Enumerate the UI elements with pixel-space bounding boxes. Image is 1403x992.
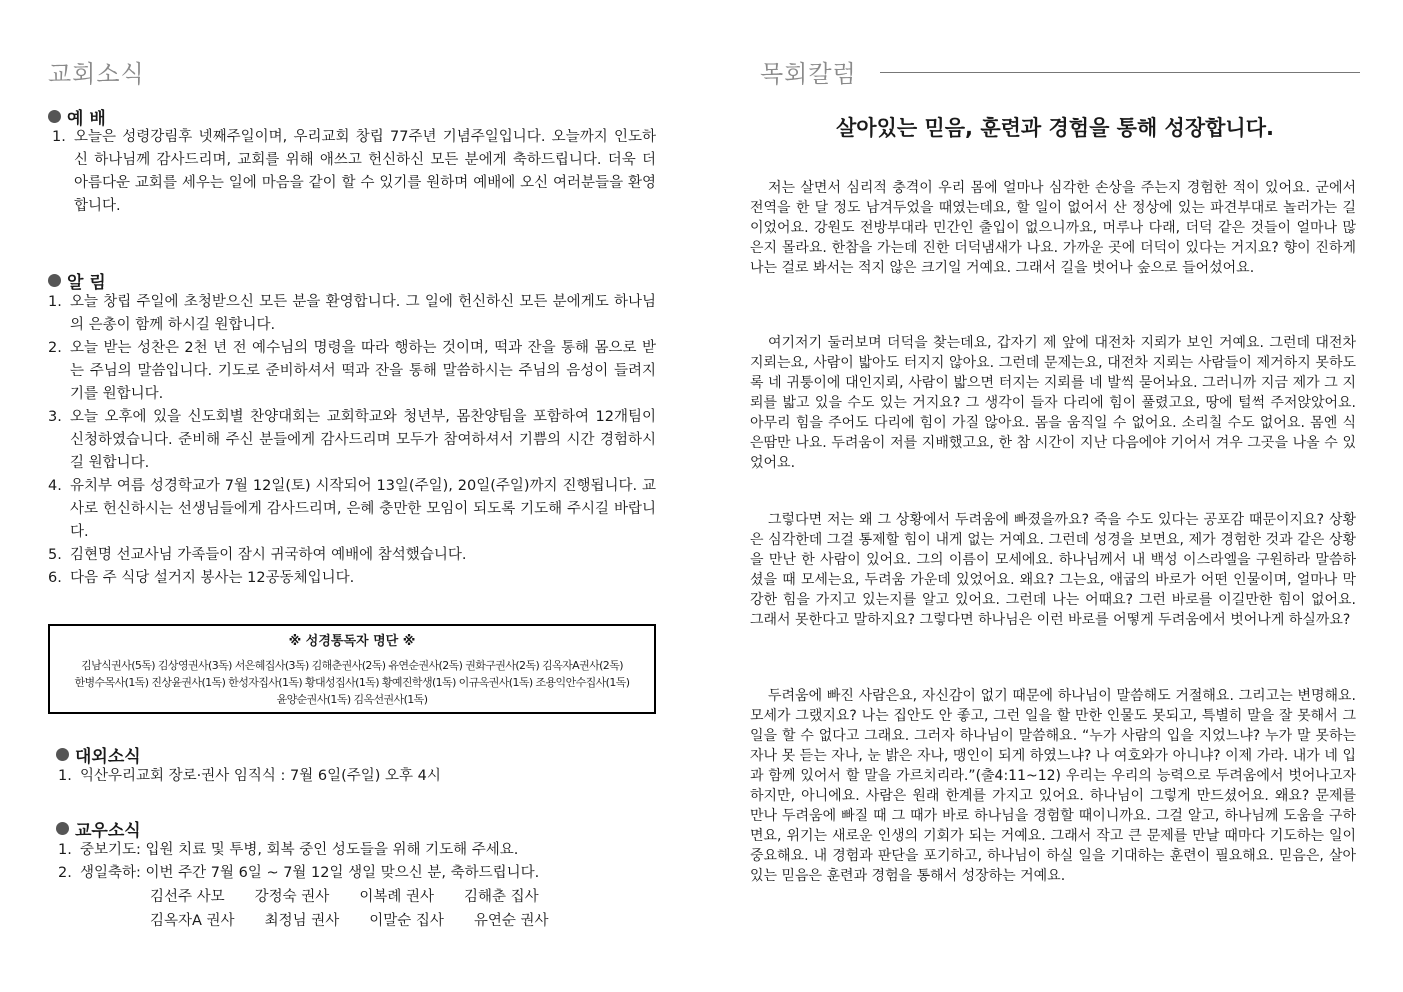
item-text: 오늘 창립 주일에 초청받으신 모든 분을 환영합니다. 그 일에 헌신하신 모든 분에게도 하나님의 은총이 함께 하시길 원합니다. — [70, 294, 656, 333]
item-text: 오늘은 성령강림후 넷째주일이며, 우리교회 창립 77주년 기념주일입니다. 오늘까지 인도하신 하나님께 감사드리며, 교회를 위해 애쓰고 헌신하신 모든 분에게 축하드립니다. 더욱 더 아름다운 교회를 세우는 일에 마음을 같이 할 수 있기를 원하며 예배에 오신 여러분들을 환영합니다. — [74, 129, 656, 214]
column-paragraph: 저는 살면서 심리적 충격이 우리 몸에 얼마나 심각한 손상을 주는지 경험한 적이 있어요. 군에서 전역을 한 달 정도 남겨두었을 때였는데요, 할 일이 없어서 산 정상에 있는 파견부대로 놀러가는 길이었어요. 강원도 전방부대라 민간인 출입이 없으니까요, 머루나 다래, 더덕 같은 것들이 얼마나 많은지 몰라요. 한참을 가는데 진한 더덕냄새가 나요. 가까운 곳에 더덕이 있다는 거지요? 향이 진하게 나는 걸로 봐서는 적지 않은 크기일 거예요. 그래서 길을 벗어나 숲으로 들어섰어요. — [750, 180, 1356, 276]
item-number: 2. — [48, 340, 62, 356]
list-item — [58, 839, 656, 862]
list-item — [48, 291, 656, 337]
item-number: 1. — [52, 129, 66, 145]
column-paragraph: 그렇다면 저는 왜 그 상황에서 두려움에 빠졌을까요? 죽을 수도 있다는 공포감 때문이지요? 상황은 심각한데 그걸 통제할 힘이 내게 없는 거예요. 그런데 성경을 보면요, 제가 경험한 것과 같은 상황을 만난 한 사람이 있어요. 그의 이름이 모세에요. 하나님께서 내 백성 이스라엘을 구원하라 말씀하셨을 때 모세는요, 두려움 가운데 있었어요. 왜요? 그는요, 애굽의 바로가 어떤 인물이며, 얼마나 막강한 힘을 가지고 있는지를 알고 있어요. 그런데 나는 어때요? 그런 바로를 이길만한 힘이 없어요. 그래서 못한다고 말하지요? 그렇다면 하나님은 이런 바로를 어떻게 두려움에서 벗어나게 하실까요? — [750, 512, 1356, 628]
birthday-row-1 — [150, 886, 569, 908]
birthday-name: 김해춘 집사 — [463, 889, 539, 905]
external-list — [58, 765, 656, 788]
notice-list — [48, 291, 656, 590]
item-number: 4. — [48, 478, 62, 494]
birthday-name: 이복례 권사 — [359, 889, 434, 905]
birthday-row-2 — [150, 910, 579, 932]
list-item — [58, 765, 656, 788]
member-heading — [56, 816, 141, 841]
birthday-name: 강정숙 권사 — [254, 889, 330, 905]
list-item — [58, 862, 656, 885]
column-paragraph: 여기저기 둘러보며 더덕을 찾는데요, 갑자기 제 앞에 대전차 지뢰가 보인 거예요. 그런데 대전차 지뢰는요, 사람이 밟아도 터지지 않아요. 그런데 문제는요, 대전차 지뢰는 사람들이 제거하지 못하도록 네 귀퉁이에 대인지뢰, 사람이 밟으면 터지는 지뢰를 네 발씩 묻어놔요. 그러니까 지금 제가 그 지뢰를 밟고 있을 수도 있는 거지요? 그 생각이 들자 다리에 힘이 풀렸고요, 땅에 털썩 주저앉았어요. 아무리 힘을 주어도 다리에 힘이 가질 않아요. 몸을 움직일 수 없어요. 소리칠 수도 없어요. 몸엔 식은땀만 나요. 두려움이 저를 지배했고요, 한 참 시간이 지난 다음에야 기어서 겨우 그곳을 나올 수 있었어요. — [750, 335, 1356, 471]
list-item — [48, 337, 656, 406]
bullet-icon — [48, 274, 61, 287]
item-text: 익산우리교회 장로·권사 임직식 : 7월 6일(주일) 오후 4시 — [80, 768, 441, 784]
bible-box-names — [50, 657, 654, 708]
birthday-name: 최정님 권사 — [264, 913, 340, 929]
external-heading-text: 대외소식 — [75, 747, 141, 767]
item-number: 5. — [48, 547, 62, 563]
pastor-column-title: 목회칼럼 — [760, 60, 857, 88]
church-news-title: 교회소식 — [48, 60, 145, 88]
bullet-icon — [48, 110, 61, 123]
item-text: 중보기도: 입원 치료 및 투병, 회복 중인 성도들을 위해 기도해 주세요. — [80, 842, 519, 858]
list-item — [48, 544, 656, 567]
notice-heading — [48, 268, 106, 293]
column-heading: 살아있는 믿음, 훈련과 경험을 통해 성장합니다. — [836, 116, 1274, 140]
title-rule — [880, 72, 1360, 73]
external-heading — [56, 742, 141, 767]
bullet-icon — [56, 822, 69, 835]
item-number: 3. — [48, 409, 62, 425]
bullet-icon — [56, 748, 69, 761]
bible-box-line: 윤양순권사(1독) 김옥선권사(1독) — [276, 693, 428, 706]
item-number: 1. — [58, 768, 72, 784]
item-number: 6. — [48, 570, 62, 586]
list-item — [52, 126, 656, 218]
item-text: 오늘 오후에 있을 신도회별 찬양대회는 교회학교와 청년부, 몸찬양팀을 포함하여 12개팀이 신청하였습니다. 준비해 주신 분들에게 감사드리며 모두가 참여하셔서 기쁨의 시간 경험하시길 원합니다. — [70, 409, 656, 471]
member-list — [58, 839, 656, 885]
list-item — [48, 567, 656, 590]
worship-list — [52, 126, 656, 218]
birthday-name: 김선주 사모 — [150, 889, 225, 905]
list-item — [48, 475, 656, 544]
bible-box-line: 김남식권사(5독) 김상영권사(3독) 서은혜집사(3독) 김해춘권사(2독) 유연순권사(2독) 권화구권사(2독) 김옥자A권사(2독) — [81, 659, 623, 672]
column-paragraph: 두려움에 빠진 사람은요, 자신감이 없기 때문에 하나님이 말씀해도 거절해요. 그리고는 변명해요. 모세가 그랬지요? 나는 집안도 안 좋고, 그런 일을 할 만한 인물도 못되고, 특별히 말을 잘 못해서 그 일을 할 수 없다고 그래요. 그러자 하나님이 말씀해요. “누가 사람의 입을 지었느냐? 누가 말 못하는 자나 못 듣는 자나, 눈 밝은 자나, 맹인이 되게 하였느냐? 나 여호와가 아니냐? 이제 가라. 내가 네 입과 함께 있어서 할 말을 가르치리라.”(출4:11~12) 우리는 우리의 능력으로 두려움에서 벗어나고자 하지만, 아니에요. 사람은 원래 한계를 가지고 있어요. 하나님이 그렇게 만드셨어요. 왜요? 문제를 만나 두려움에 빠질 때 그 때가 바로 하나님을 경험할 때이니까요. 그걸 알고, 하나님께 도움을 구하면요, 위기는 새로운 인생의 기회가 되는 거예요. 그래서 작고 큰 문제를 만날 때마다 기도하는 일이 중요해요. 내 경험과 판단을 포기하고, 하나님이 하실 일을 기대하는 훈련이 필요해요. 믿음은, 살아있는 믿음은 훈련과 경험을 통해서 성장하는 거예요. — [750, 688, 1356, 884]
item-number: 1. — [48, 294, 62, 310]
list-item — [48, 406, 656, 475]
item-text: 생일축하: 이번 주간 7월 6일 ~ 7월 12일 생일 맞으신 분, 축하드립니다. — [80, 865, 540, 881]
item-text: 김현명 선교사님 가족들이 잠시 귀국하여 예배에 참석했습니다. — [70, 547, 467, 563]
birthday-name: 이말순 집사 — [369, 913, 444, 929]
item-number: 1. — [58, 842, 72, 858]
bible-box-line: 한병수목사(1독) 진상윤권사(1독) 한성자집사(1독) 황대성집사(1독) 황예진학생(1독) 이규옥권사(1독) 조용익안수집사(1독) — [74, 676, 630, 689]
birthday-name: 김옥자A 권사 — [150, 913, 235, 929]
notice-heading-text: 알 림 — [67, 273, 106, 293]
birthday-name: 유연순 권사 — [473, 913, 549, 929]
item-number: 2. — [58, 865, 72, 881]
item-text: 유치부 여름 성경학교가 7월 12일(토) 시작되어 13일(주일), 20일(주일)까지 진행됩니다. 교사로 헌신하시는 선생님들에게 감사드리며, 은혜 충만한 모임이 되도록 기도해 주시길 바랍니다. — [70, 478, 656, 540]
member-heading-text: 교우소식 — [75, 821, 141, 841]
bible-box-title: ※ 성경통독자 명단 ※ — [288, 634, 416, 649]
bible-reader-box — [48, 624, 656, 714]
worship-heading-text: 예 배 — [67, 109, 106, 129]
item-text: 다음 주 식당 설거지 봉사는 12공동체입니다. — [70, 570, 355, 586]
item-text: 오늘 받는 성찬은 2천 년 전 예수님의 명령을 따라 행하는 것이며, 떡과 잔을 통해 몸으로 받는 주님의 말씀입니다. 기도로 준비하셔서 떡과 잔을 통해 말씀하시는 주님의 음성이 들려지기를 원합니다. — [70, 340, 656, 402]
